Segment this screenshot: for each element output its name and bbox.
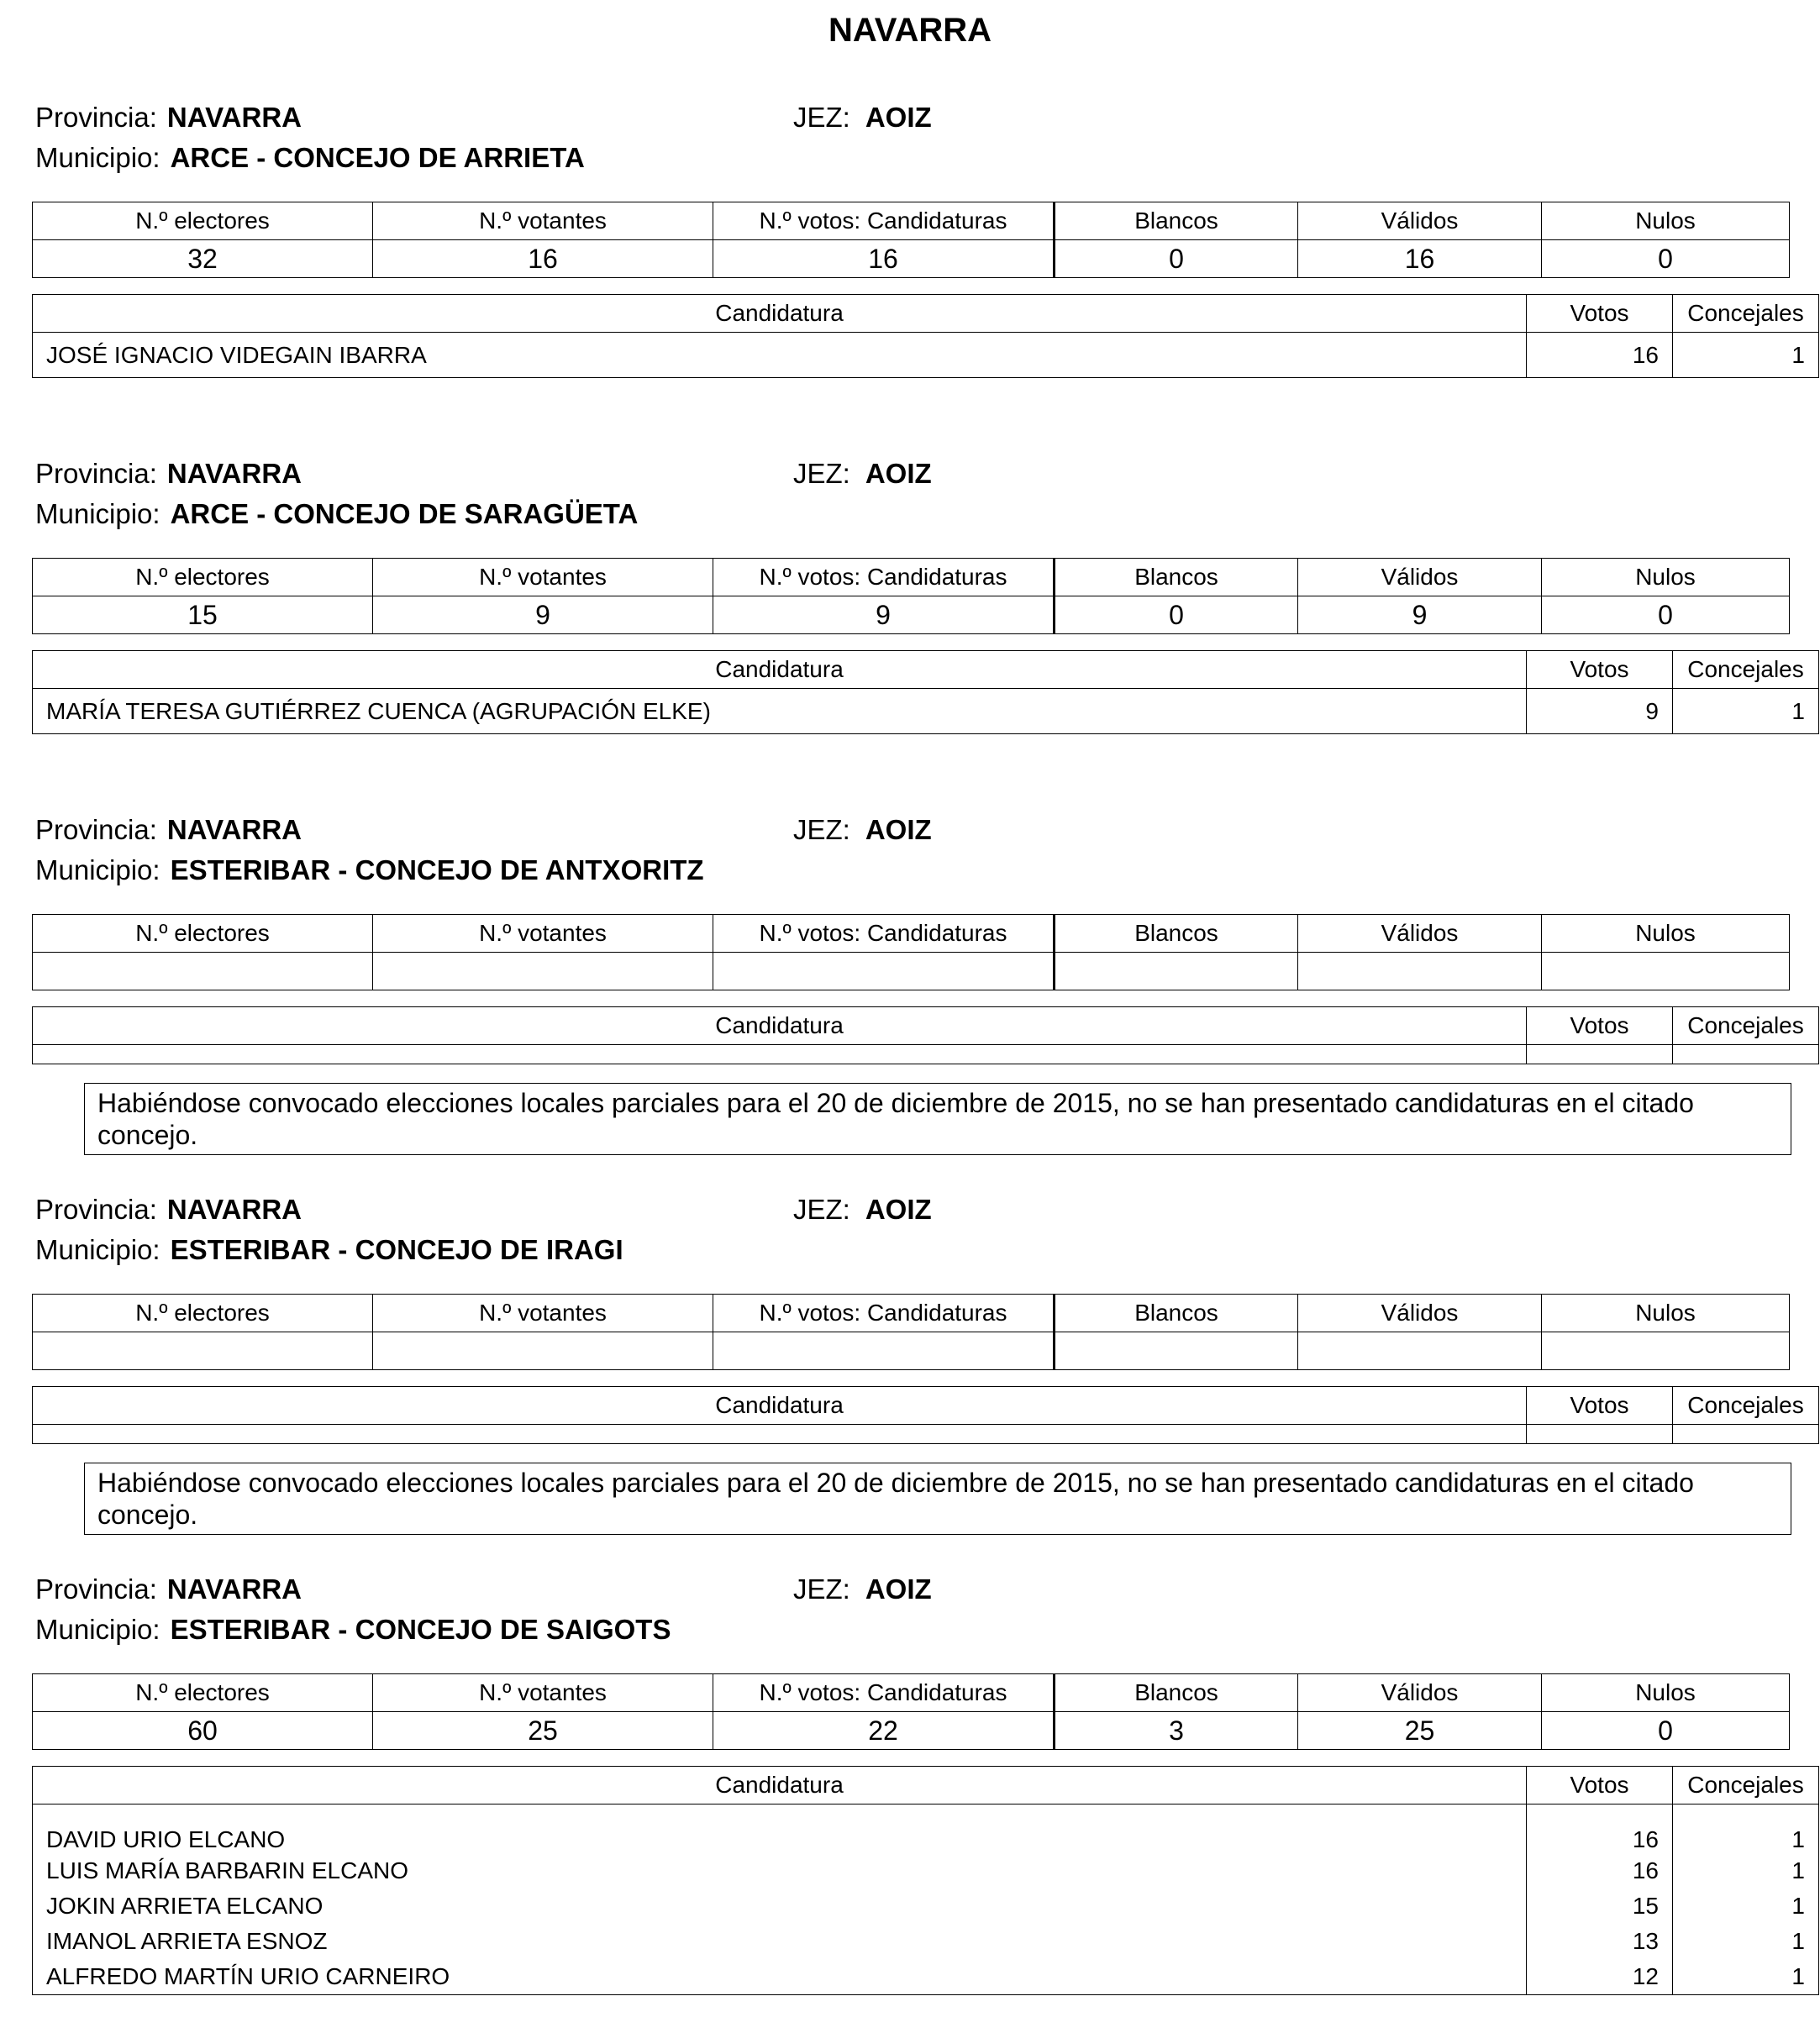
jez-row [793, 1193, 932, 1227]
candidates-header-row [33, 1387, 1819, 1425]
note-box: Habiéndose convocado elecciones locales parciales para el 20 de diciembre de 2015, no se han presentado candidaturas en el citado concejo. [84, 1083, 1791, 1155]
candidates-header-row [33, 1007, 1819, 1045]
stats-header: Válidos [1298, 915, 1542, 953]
municipio-row [35, 1613, 671, 1647]
candidate-concejales: 1 [1673, 1853, 1819, 1889]
candidate-concejales: 1 [1673, 689, 1819, 734]
provincia-value: NAVARRA [166, 102, 302, 133]
provincia-row [35, 1573, 302, 1606]
municipio-value: ARCE - CONCEJO DE SARAGÜETA [170, 498, 639, 529]
stats-value: 9 [373, 596, 713, 634]
stats-header: N.º electores [33, 202, 373, 240]
candidate-votos: 16 [1527, 1853, 1673, 1889]
candidates-header: Candidatura [33, 1767, 1527, 1804]
candidate-concejales [1673, 1045, 1819, 1064]
jez-value: AOIZ [865, 814, 932, 845]
stats-header: Blancos [1055, 915, 1298, 953]
stats-header: Nulos [1542, 202, 1790, 240]
candidate-votos: 16 [1527, 333, 1673, 378]
page-title: NAVARRA [828, 12, 992, 49]
stats-table [32, 914, 1790, 990]
provincia-label: Provincia: [35, 1573, 157, 1605]
candidates-header: Candidatura [33, 295, 1527, 333]
municipio-value: ESTERIBAR - CONCEJO DE SAIGOTS [170, 1614, 671, 1645]
table-row [33, 1924, 1819, 1959]
stats-value [1055, 953, 1298, 990]
stats-header: Blancos [1055, 1674, 1298, 1712]
candidates-header: Votos [1527, 1007, 1673, 1045]
candidates-table [32, 294, 1819, 378]
table-row [33, 1889, 1819, 1924]
candidate-name: MARÍA TERESA GUTIÉRREZ CUENCA (AGRUPACIÓN ELKE) [33, 689, 1527, 734]
stats-header: N.º votantes [373, 1295, 713, 1332]
stats-header: Válidos [1298, 1674, 1542, 1712]
jez-label: JEZ: [793, 1573, 850, 1605]
stats-header-row [33, 559, 1790, 596]
candidates-header: Candidatura [33, 651, 1527, 689]
candidates-header: Candidatura [33, 1387, 1527, 1425]
provincia-value: NAVARRA [166, 1573, 302, 1605]
provincia-value: NAVARRA [166, 1194, 302, 1225]
candidate-votos: 9 [1527, 689, 1673, 734]
candidates-header: Votos [1527, 1767, 1673, 1804]
stats-value: 25 [373, 1712, 713, 1750]
candidate-concejales [1673, 1425, 1819, 1444]
stats-value [713, 1332, 1055, 1370]
municipio-row [35, 854, 704, 887]
provincia-label: Provincia: [35, 1194, 157, 1225]
candidate-votos [1527, 1045, 1673, 1064]
stats-header: Blancos [1055, 1295, 1298, 1332]
stats-header-row [33, 1674, 1790, 1712]
note-box: Habiéndose convocado elecciones locales parciales para el 20 de diciembre de 2015, no se han presentado candidaturas en el citado concejo. [84, 1463, 1791, 1535]
municipio-label: Municipio: [35, 1614, 160, 1645]
jez-label: JEZ: [793, 102, 850, 133]
stats-header: N.º votantes [373, 1674, 713, 1712]
municipio-row [35, 1233, 623, 1267]
stats-value: 3 [1055, 1712, 1298, 1750]
candidate-concejales: 1 [1673, 1804, 1819, 1853]
stats-header: N.º votos: Candidaturas [713, 559, 1055, 596]
candidate-name: LUIS MARÍA BARBARIN ELCANO [33, 1853, 1527, 1889]
stats-value: 32 [33, 240, 373, 278]
municipio-value: ESTERIBAR - CONCEJO DE ANTXORITZ [170, 854, 704, 885]
candidates-header: Concejales [1673, 651, 1819, 689]
stats-value [373, 953, 713, 990]
candidate-name: IMANOL ARRIETA ESNOZ [33, 1924, 1527, 1959]
stats-header: Válidos [1298, 1295, 1542, 1332]
candidate-concejales: 1 [1673, 1889, 1819, 1924]
jez-label: JEZ: [793, 458, 850, 489]
stats-value-row [33, 240, 1790, 278]
jez-value: AOIZ [865, 1573, 932, 1605]
provincia-label: Provincia: [35, 458, 157, 489]
stats-value [1542, 1332, 1790, 1370]
jez-value: AOIZ [865, 1194, 932, 1225]
table-row [33, 1959, 1819, 1995]
stats-header: N.º votos: Candidaturas [713, 1674, 1055, 1712]
stats-header: N.º votos: Candidaturas [713, 1295, 1055, 1332]
municipio-label: Municipio: [35, 854, 160, 885]
candidates-table [32, 650, 1819, 734]
municipio-label: Municipio: [35, 142, 160, 173]
jez-value: AOIZ [865, 102, 932, 133]
jez-label: JEZ: [793, 814, 850, 845]
stats-table [32, 202, 1790, 278]
stats-header: Nulos [1542, 1674, 1790, 1712]
stats-header: N.º electores [33, 559, 373, 596]
stats-value: 15 [33, 596, 373, 634]
provincia-value: NAVARRA [166, 814, 302, 845]
candidate-votos: 16 [1527, 1804, 1673, 1853]
candidate-votos: 15 [1527, 1889, 1673, 1924]
stats-header-row [33, 1295, 1790, 1332]
stats-value: 0 [1542, 240, 1790, 278]
stats-header: Nulos [1542, 559, 1790, 596]
stats-value-row [33, 953, 1790, 990]
candidate-concejales: 1 [1673, 333, 1819, 378]
stats-value: 16 [1298, 240, 1542, 278]
stats-header: N.º votantes [373, 559, 713, 596]
jez-row [793, 813, 932, 847]
candidate-votos: 13 [1527, 1924, 1673, 1959]
candidates-table [32, 1006, 1819, 1064]
candidates-header-row [33, 651, 1819, 689]
candidate-concejales: 1 [1673, 1959, 1819, 1995]
provincia-label: Provincia: [35, 102, 157, 133]
stats-value: 0 [1542, 596, 1790, 634]
stats-value [33, 1332, 373, 1370]
provincia-row [35, 101, 302, 134]
stats-header: Blancos [1055, 202, 1298, 240]
municipio-row [35, 497, 638, 531]
municipio-value: ARCE - CONCEJO DE ARRIETA [170, 142, 585, 173]
provincia-row [35, 457, 302, 491]
provincia-label: Provincia: [35, 814, 157, 845]
candidates-header: Concejales [1673, 1007, 1819, 1045]
table-row [33, 1425, 1819, 1444]
stats-value: 9 [713, 596, 1055, 634]
stats-header: N.º votos: Candidaturas [713, 915, 1055, 953]
stats-header: Nulos [1542, 1295, 1790, 1332]
candidates-header: Votos [1527, 1387, 1673, 1425]
stats-value [1055, 1332, 1298, 1370]
stats-header: N.º votos: Candidaturas [713, 202, 1055, 240]
jez-label: JEZ: [793, 1194, 850, 1225]
candidates-header: Concejales [1673, 1387, 1819, 1425]
stats-value: 0 [1055, 240, 1298, 278]
stats-header: Nulos [1542, 915, 1790, 953]
stats-table [32, 1294, 1790, 1370]
jez-row [793, 101, 932, 134]
candidate-name: JOKIN ARRIETA ELCANO [33, 1889, 1527, 1924]
municipio-row [35, 141, 585, 175]
municipio-label: Municipio: [35, 1234, 160, 1265]
candidates-header: Candidatura [33, 1007, 1527, 1045]
stats-value: 9 [1298, 596, 1542, 634]
stats-value [713, 953, 1055, 990]
stats-value: 16 [713, 240, 1055, 278]
stats-value: 60 [33, 1712, 373, 1750]
stats-value-row [33, 1712, 1790, 1750]
table-row [33, 333, 1819, 378]
stats-header: Válidos [1298, 202, 1542, 240]
jez-row [793, 457, 932, 491]
stats-header-row [33, 915, 1790, 953]
stats-value [1542, 953, 1790, 990]
table-row [33, 1045, 1819, 1064]
stats-header: Válidos [1298, 559, 1542, 596]
candidate-name: ALFREDO MARTÍN URIO CARNEIRO [33, 1959, 1527, 1995]
candidate-votos: 12 [1527, 1959, 1673, 1995]
stats-header: N.º electores [33, 915, 373, 953]
stats-value: 16 [373, 240, 713, 278]
municipio-value: ESTERIBAR - CONCEJO DE IRAGI [170, 1234, 623, 1265]
jez-value: AOIZ [865, 458, 932, 489]
candidate-name [33, 1045, 1527, 1064]
stats-header: N.º votantes [373, 202, 713, 240]
stats-header: N.º votantes [373, 915, 713, 953]
candidates-header: Votos [1527, 651, 1673, 689]
table-row [33, 1804, 1819, 1853]
table-row [33, 689, 1819, 734]
candidates-header: Concejales [1673, 1767, 1819, 1804]
candidate-votos [1527, 1425, 1673, 1444]
candidate-name [33, 1425, 1527, 1444]
table-row [33, 1853, 1819, 1889]
stats-header: N.º electores [33, 1674, 373, 1712]
candidate-name: DAVID URIO ELCANO [33, 1804, 1527, 1853]
stats-value [1298, 953, 1542, 990]
provincia-row [35, 1193, 302, 1227]
jez-row [793, 1573, 932, 1606]
stats-header-row [33, 202, 1790, 240]
candidate-name: JOSÉ IGNACIO VIDEGAIN IBARRA [33, 333, 1527, 378]
stats-value-row [33, 596, 1790, 634]
stats-value: 0 [1055, 596, 1298, 634]
stats-value: 22 [713, 1712, 1055, 1750]
municipio-label: Municipio: [35, 498, 160, 529]
stats-value: 25 [1298, 1712, 1542, 1750]
candidates-header: Votos [1527, 295, 1673, 333]
provincia-row [35, 813, 302, 847]
stats-value [33, 953, 373, 990]
candidate-concejales: 1 [1673, 1924, 1819, 1959]
stats-header: Blancos [1055, 559, 1298, 596]
stats-value [373, 1332, 713, 1370]
stats-header: N.º electores [33, 1295, 373, 1332]
provincia-value: NAVARRA [166, 458, 302, 489]
candidates-header-row [33, 295, 1819, 333]
stats-value [1298, 1332, 1542, 1370]
candidates-table [32, 1766, 1819, 1995]
stats-table [32, 1673, 1790, 1750]
stats-value: 0 [1542, 1712, 1790, 1750]
candidates-header-row [33, 1767, 1819, 1804]
stats-value-row [33, 1332, 1790, 1370]
candidates-header: Concejales [1673, 295, 1819, 333]
stats-table [32, 558, 1790, 634]
candidates-table [32, 1386, 1819, 1444]
